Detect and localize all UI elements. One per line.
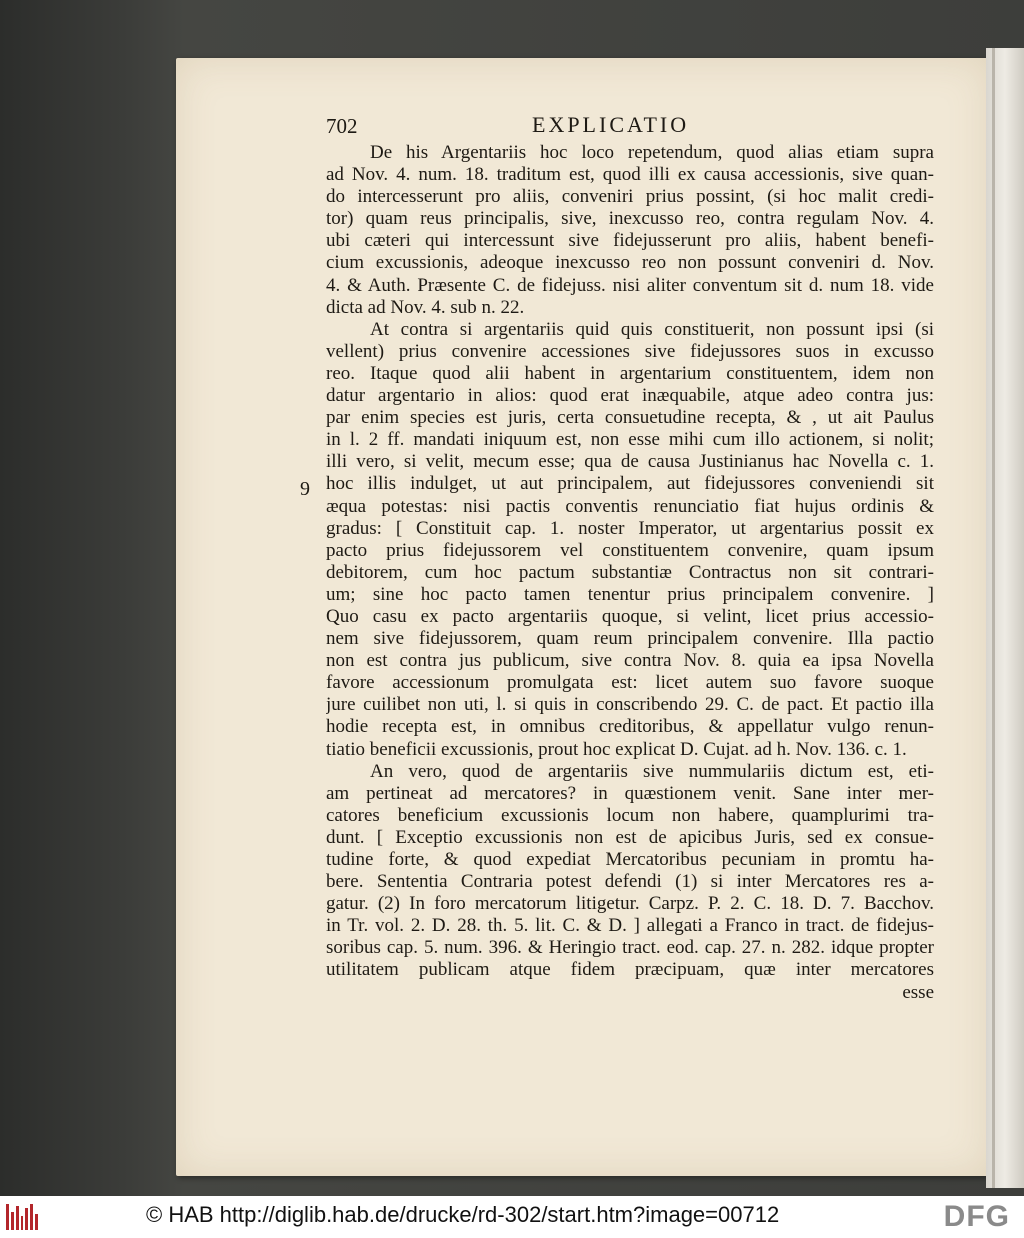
- text-line: dicta ad Nov. 4. sub n. 22.: [326, 296, 525, 318]
- text-line: utilitatem publicam atque fidem præcipuam, quæ inter mercatores: [326, 959, 934, 981]
- text-line: gatur. (2) In foro mercatorum litigetur. Carpz. P. 2. C. 18. D. 7. Bacchov.: [326, 893, 934, 915]
- text-line: am pertineat ad mercatores? in quæstionem venit. Sane inter mer-: [326, 782, 934, 804]
- text-line: in Tr. vol. 2. D. 28. th. 5. lit. C. & D. ] allegati a Franco in tract. de fidejus-: [326, 915, 934, 937]
- text-line: De his Argentariis hoc loco repetendum, quod alias etiam supra: [370, 142, 934, 163]
- text-line: soribus cap. 5. num. 396. & Heringio tract. eod. cap. 27. n. 282. idque propter: [326, 937, 934, 959]
- text-line: nem sive fidejussorem, quam reum principalem convenire. Illa pactio: [326, 628, 934, 650]
- page-header: [326, 114, 946, 144]
- text-line: 4. & Auth. Præsente C. de fidejuss. nisi aliter conventum sit d. num 18. vide: [326, 274, 934, 296]
- text-line: illi vero, si velit, mecum esse; qua de causa Justinianus hac Novella c. 1.: [326, 451, 934, 473]
- page-number: 702: [326, 114, 358, 138]
- text-line: vellent) prius convenire accessiones sive fidejussores suos in excusso: [326, 340, 934, 362]
- hab-logo-icon: [6, 1204, 38, 1230]
- text-line: ubi cæteri qui intercessunt sive fidejusserunt pro aliis, habent benefi-: [326, 230, 934, 252]
- text-line: um; sine hoc pacto tamen tenentur prius principalem convenire. ]: [326, 583, 934, 605]
- running-title: EXPLICATIO: [532, 112, 690, 137]
- text-line: cium excussionis, adeoque inexcusso reo non possunt conveniri d. Nov.: [326, 252, 934, 274]
- text-line: catores beneficium excussionis locum non habere, quamplurimi tra-: [326, 804, 934, 826]
- text-line: dunt. [ Exceptio excussionis non est de apicibus Juris, sed ex consue-: [326, 826, 934, 848]
- text-line: tudine forte, & quod expediat Mercatoribus pecuniam in promtu ha-: [326, 849, 934, 870]
- text-line: datur argentario in alios: quod erat inæquabile, atque adeo contra jus:: [326, 385, 934, 407]
- text-line: non est contra jus publicum, sive contra Nov. 8. quia ea ipsa Novella: [326, 650, 934, 672]
- text-line: At contra si argentariis quid quis constituerit, non possunt ipsi (si: [370, 318, 934, 340]
- text-line: debitorem, cum hoc pactum substantiæ Contractus non sit contrari-: [326, 561, 934, 583]
- text-line: gradus: [ Constituit cap. 1. noster Imperator, ut argentarius possit ex: [326, 517, 934, 539]
- text-line: jure cuilibet non uti, l. si quis in conscribendo 29. C. de pact. Et pactio illa: [326, 694, 934, 716]
- text-line: ad Nov. 4. num. 18. traditum est, quod illi ex causa accessionis, sive quan-: [326, 164, 934, 186]
- text-line: reo. Itaque quod alii habent in argentarium constituentem, idem non: [326, 362, 934, 384]
- footer-bar: [0, 1196, 1024, 1238]
- body-text: [326, 142, 934, 1004]
- text-line: bere. Sententia Contraria potest defendi (1) si inter Mercatores res a-: [326, 871, 934, 893]
- dfg-logo: DFG: [943, 1200, 1010, 1233]
- text-line: tiatio beneficii excussionis, prout hoc explicat D. Cujat. ad h. Nov. 136. c. 1.: [326, 738, 907, 760]
- text-line: do intercesserunt pro aliis, conveniri prius possint, (si hoc malit credi-: [326, 186, 934, 208]
- text-line: æqua potestas: nisi pactis conventis renunciatio fiat hujus ordinis &: [326, 495, 934, 517]
- text-line: hoc illis indulget, ut aut principalem, aut fidejussores conveniendi sit: [326, 473, 934, 495]
- text-line: par enim species est juris, certa consuetudine recepta, & , ut ait Paulus: [326, 407, 934, 429]
- text-line: hodie recepta est, in omnibus creditoribus, & appellatur vulgo renun-: [326, 716, 934, 738]
- text-line: pacto prius fidejussorem vel constituentem convenire, quam ipsum: [326, 539, 934, 561]
- text-line: in l. 2 ff. mandati iniquum est, non esse mihi cum illo actionem, si nolit;: [326, 429, 934, 451]
- text-line: tor) quam reus principalis, sive, inexcusso reo, contra regulam Nov. 4.: [326, 208, 934, 230]
- adjacent-page-edge: [986, 48, 1024, 1188]
- text-line: An vero, quod de argentariis sive nummulariis dictum est, eti-: [370, 760, 934, 782]
- text-line: Quo casu ex pacto argentariis quoque, si velint, licet prius accessio-: [326, 605, 934, 627]
- catchword: esse: [902, 981, 934, 1003]
- copyright-url: © HAB http://diglib.hab.de/drucke/rd-302/start.htm?image=00712: [146, 1202, 780, 1227]
- text-line: favore accessionum promulgata est: licet autem suo favore suoque: [326, 672, 934, 694]
- margin-note: 9: [300, 478, 310, 500]
